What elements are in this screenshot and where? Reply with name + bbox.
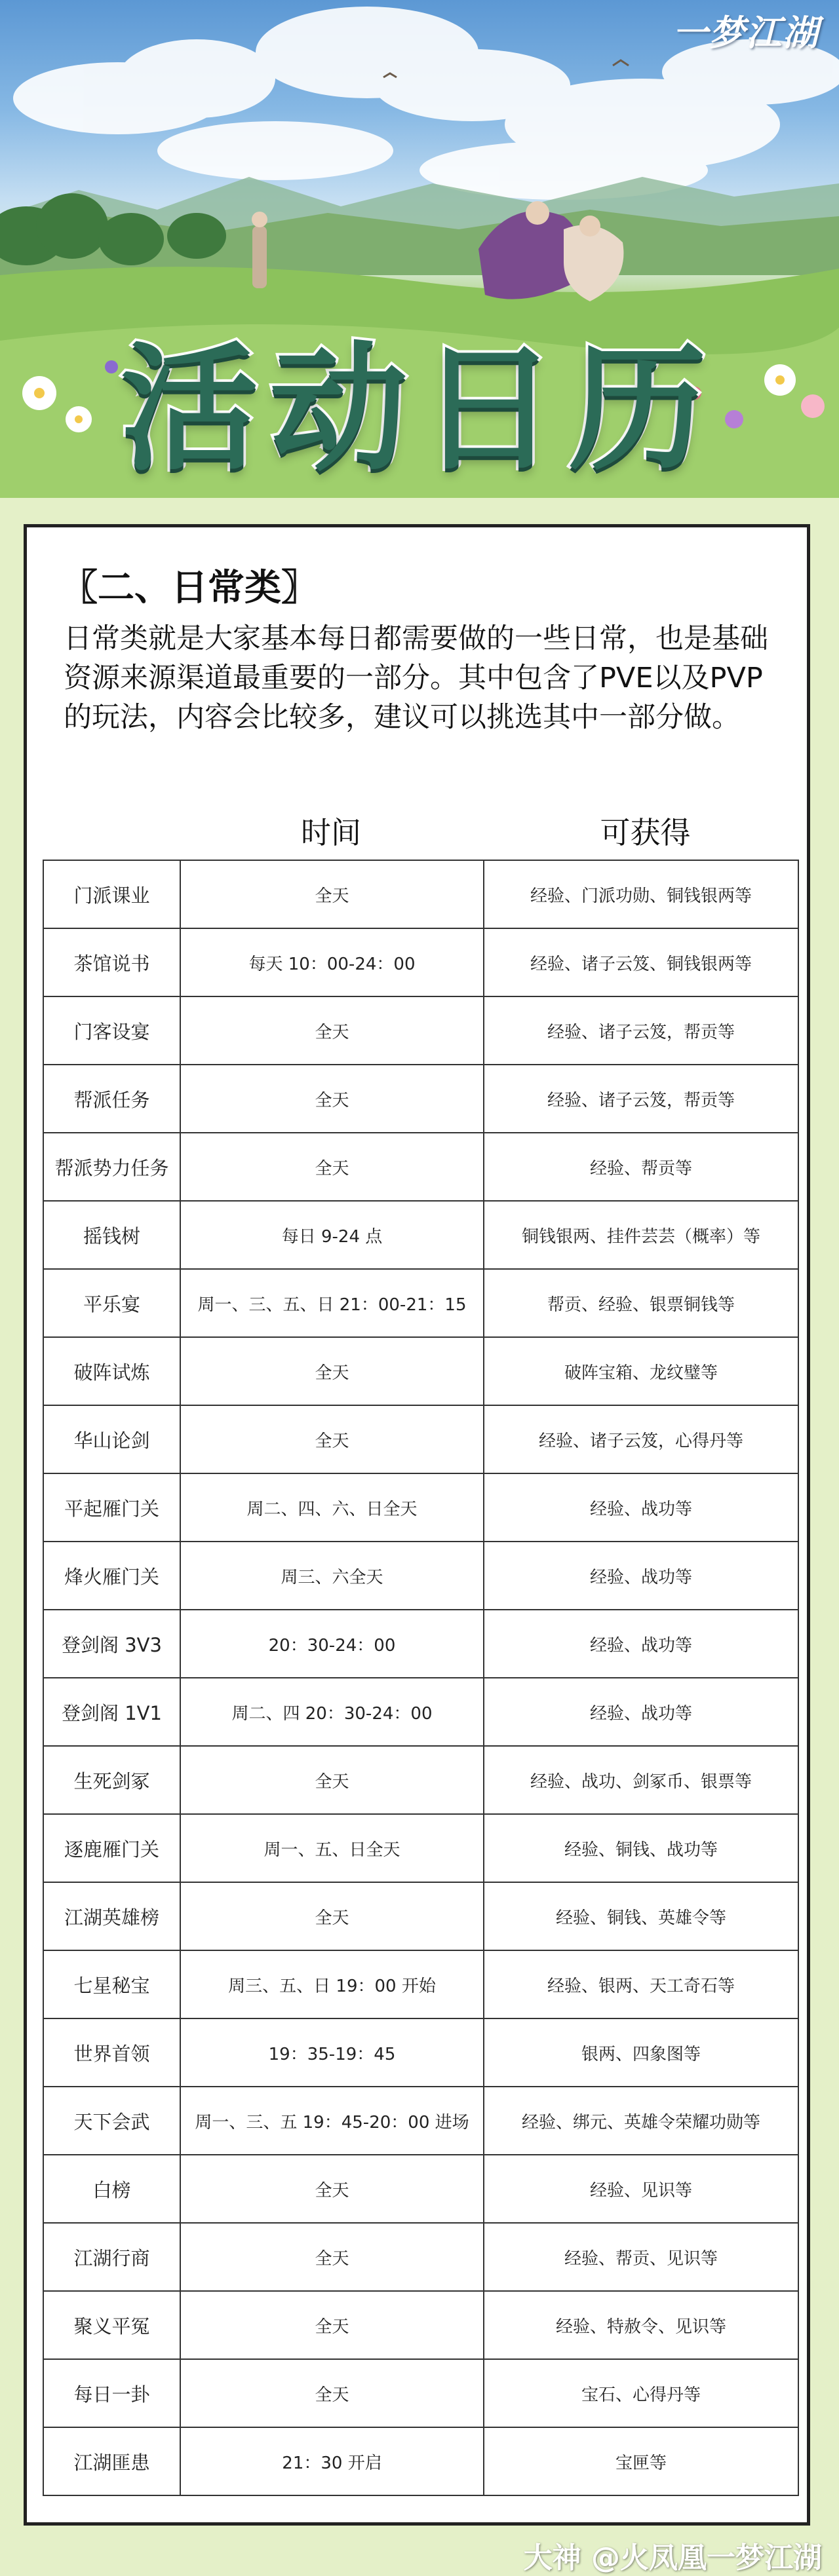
table-row: [43, 2291, 798, 2359]
table-row: [43, 1882, 798, 1950]
table-row: [43, 1133, 798, 1201]
table-row: [43, 1473, 798, 1542]
activity-time-cell: 全天: [180, 1882, 484, 1950]
activity-reward-cell: 经验、特赦令、见识等: [484, 2291, 798, 2359]
activity-name-cell: 华山论剑: [43, 1405, 180, 1473]
section-heading: 〖二、日常类〗: [61, 567, 318, 609]
activity-reward-cell: 经验、战功等: [484, 1473, 798, 1542]
watermark: 大神 @火凤凰一梦江湖: [523, 2541, 822, 2575]
table-row: [43, 1950, 798, 2018]
activity-name-cell: 门派课业: [43, 860, 180, 928]
activity-name-cell: 破阵试炼: [43, 1337, 180, 1405]
activity-time-cell: 每日 9-24 点: [180, 1201, 484, 1269]
activity-time-cell: 全天: [180, 1337, 484, 1405]
activity-time-cell: 每天 10：00-24：00: [180, 928, 484, 996]
activity-time-cell: 20：30-24：00: [180, 1610, 484, 1678]
activity-reward-cell: 宝匣等: [484, 2427, 798, 2495]
activity-time-cell: 全天: [180, 1405, 484, 1473]
table-row: [43, 2018, 798, 2087]
activity-name-cell: 帮派势力任务: [43, 1133, 180, 1201]
activity-name-cell: 平起雁门关: [43, 1473, 180, 1542]
content-card: [24, 524, 810, 2526]
activity-time-cell: 全天: [180, 2359, 484, 2427]
activity-name-cell: 世界首领: [43, 2018, 180, 2087]
table-row: [43, 2427, 798, 2495]
activity-time-cell: 全天: [180, 1065, 484, 1133]
activity-name-cell: 逐鹿雁门关: [43, 1814, 180, 1882]
activity-time-cell: 周二、四、六、日全天: [180, 1473, 484, 1542]
activity-name-cell: 每日一卦: [43, 2359, 180, 2427]
activity-reward-cell: 经验、铜钱、战功等: [484, 1814, 798, 1882]
activity-time-cell: 全天: [180, 1746, 484, 1814]
table-row: [43, 1746, 798, 1814]
section-intro: 日常类就是大家基本每日都需要做的一些日常，也是基础资源来源渠道最重要的一部分。其中包含了PVE以及PVP的玩法，内容会比较多，建议可以挑选其中一部分做。: [64, 622, 768, 734]
activity-time-cell: 全天: [180, 996, 484, 1065]
activity-reward-cell: 经验、战功等: [484, 1610, 798, 1678]
table-row: [43, 1542, 798, 1610]
activity-name-cell: 登剑阁 3V3: [43, 1610, 180, 1678]
column-header-time: 时间: [301, 815, 361, 850]
activity-time-cell: 周一、三、五 19：45-20：00 进场: [180, 2087, 484, 2155]
table-row: [43, 928, 798, 996]
activity-reward-cell: 经验、战功等: [484, 1542, 798, 1610]
activity-reward-cell: 经验、诸子云笈，帮贡等: [484, 1065, 798, 1133]
activity-table: [43, 860, 799, 2496]
activity-table-body: [43, 860, 798, 2495]
activity-name-cell: 茶馆说书: [43, 928, 180, 996]
activity-time-cell: 全天: [180, 2223, 484, 2291]
activity-name-cell: 帮派任务: [43, 1065, 180, 1133]
activity-time-cell: 19：35-19：45: [180, 2018, 484, 2087]
activity-reward-cell: 经验、见识等: [484, 2155, 798, 2223]
activity-name-cell: 门客设宴: [43, 996, 180, 1065]
activity-name-cell: 七星秘宝: [43, 1950, 180, 2018]
activity-reward-cell: 经验、诸子云笈、铜钱银两等: [484, 928, 798, 996]
activity-name-cell: 天下会武: [43, 2087, 180, 2155]
activity-reward-cell: 宝石、心得丹等: [484, 2359, 798, 2427]
table-row: [43, 2155, 798, 2223]
activity-time-cell: 周二、四 20：30-24：00: [180, 1678, 484, 1746]
activity-time-cell: 全天: [180, 1133, 484, 1201]
activity-reward-cell: 经验、门派功勋、铜钱银两等: [484, 860, 798, 928]
activity-name-cell: 江湖英雄榜: [43, 1882, 180, 1950]
activity-name-cell: 登剑阁 1V1: [43, 1678, 180, 1746]
game-logo: 一梦江湖: [673, 12, 819, 54]
activity-time-cell: 全天: [180, 2155, 484, 2223]
table-row: [43, 2223, 798, 2291]
table-row: [43, 860, 798, 928]
activity-name-cell: 生死剑冢: [43, 1746, 180, 1814]
table-row: [43, 1269, 798, 1337]
activity-time-cell: 周一、五、日全天: [180, 1814, 484, 1882]
activity-reward-cell: 经验、帮贡等: [484, 1133, 798, 1201]
activity-time-cell: 周三、五、日 19：00 开始: [180, 1950, 484, 2018]
activity-reward-cell: 经验、战功、剑冢币、银票等: [484, 1746, 798, 1814]
table-row: [43, 1065, 798, 1133]
activity-time-cell: 全天: [180, 860, 484, 928]
table-row: [43, 1405, 798, 1473]
table-row: [43, 996, 798, 1065]
activity-reward-cell: 经验、绑元、英雄令荣耀功勋等: [484, 2087, 798, 2155]
activity-time-cell: 全天: [180, 2291, 484, 2359]
table-row: [43, 1610, 798, 1678]
column-header-reward: 可获得: [600, 815, 691, 850]
activity-reward-cell: 帮贡、经验、银票铜钱等: [484, 1269, 798, 1337]
table-row: [43, 2359, 798, 2427]
activity-name-cell: 平乐宴: [43, 1269, 180, 1337]
activity-reward-cell: 经验、铜钱、英雄令等: [484, 1882, 798, 1950]
activity-time-cell: 周三、六全天: [180, 1542, 484, 1610]
activity-reward-cell: 经验、银两、天工奇石等: [484, 1950, 798, 2018]
activity-reward-cell: 经验、帮贡、见识等: [484, 2223, 798, 2291]
activity-time-cell: 周一、三、五、日 21：00-21：15: [180, 1269, 484, 1337]
activity-reward-cell: 经验、战功等: [484, 1678, 798, 1746]
table-row: [43, 1201, 798, 1269]
activity-reward-cell: 经验、诸子云笈，心得丹等: [484, 1405, 798, 1473]
activity-reward-cell: 破阵宝箱、龙纹璧等: [484, 1337, 798, 1405]
activity-name-cell: 烽火雁门关: [43, 1542, 180, 1610]
table-row: [43, 2087, 798, 2155]
page-title: 活动日历: [120, 329, 718, 489]
activity-name-cell: 江湖匪患: [43, 2427, 180, 2495]
activity-name-cell: 摇钱树: [43, 1201, 180, 1269]
activity-reward-cell: 经验、诸子云笈，帮贡等: [484, 996, 798, 1065]
activity-reward-cell: 银两、四象图等: [484, 2018, 798, 2087]
table-row: [43, 1678, 798, 1746]
activity-reward-cell: 铜钱银两、挂件芸芸（概率）等: [484, 1201, 798, 1269]
activity-time-cell: 21：30 开启: [180, 2427, 484, 2495]
activity-name-cell: 聚义平冤: [43, 2291, 180, 2359]
activity-name-cell: 江湖行商: [43, 2223, 180, 2291]
table-row: [43, 1337, 798, 1405]
table-row: [43, 1814, 798, 1882]
activity-name-cell: 白榜: [43, 2155, 180, 2223]
hero-banner: [0, 0, 839, 498]
